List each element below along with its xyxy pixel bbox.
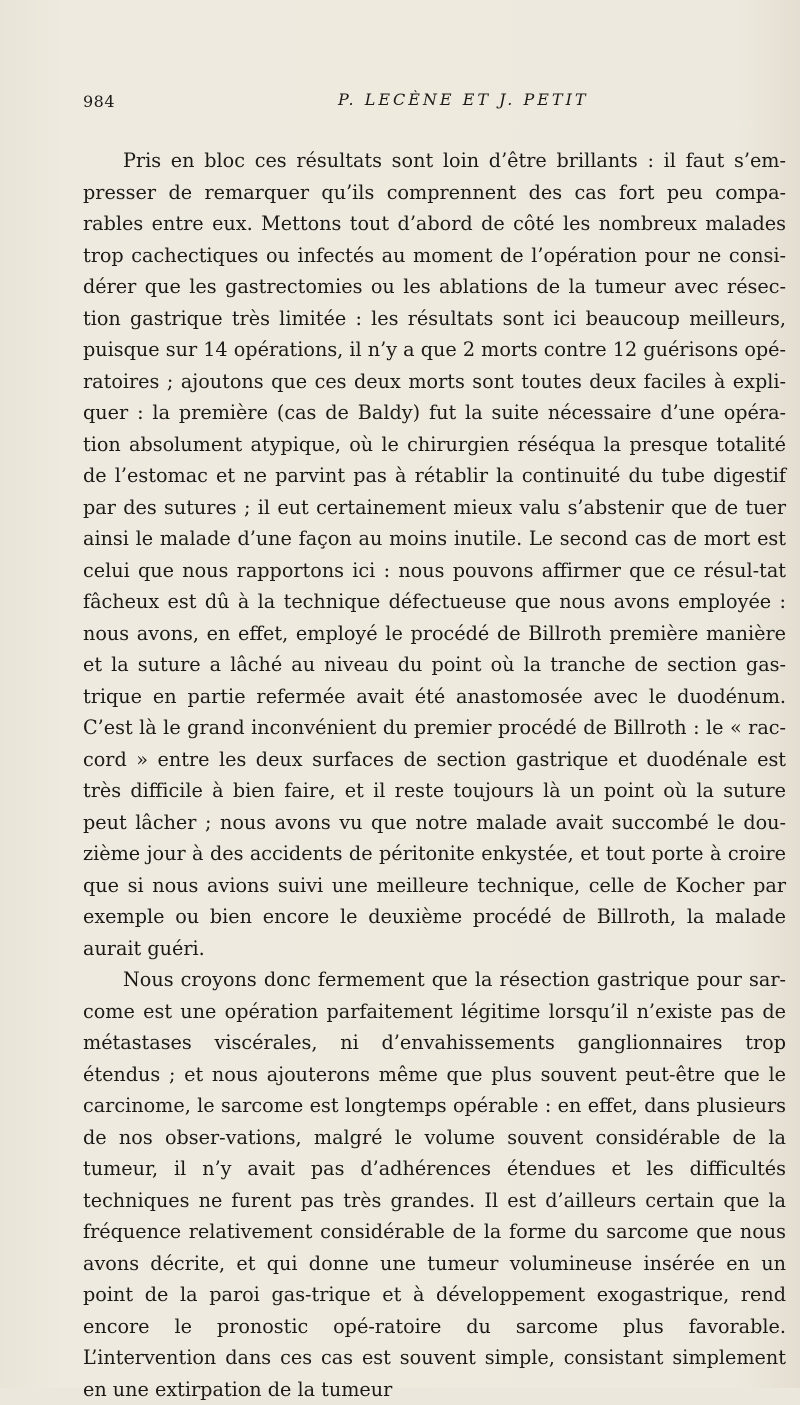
paragraph-1: Pris en bloc ces résultats sont loin d’être brillants : il faut s’em-presser de remarquer qu’ils comprennent des cas fort peu compa-rables entre eux. Mettons tout d’abord de côté les nombreux malades trop cachectiques ou infectés au moment de l’opération pour ne consi-dérer que les gastrectomies ou les ablations de la tumeur avec résec-tion gastrique très limitée : les résultats sont ici beaucoup meilleurs, puisque sur 14 opérations, il n’y a que 2 morts contre 12 guérisons opé-ratoires ; ajoutons que ces deux morts sont toutes deux faciles à expli-quer : la première (cas de Baldy) fut la suite nécessaire d’une opéra-tion absolument atypique, où le chirurgien réséqua la presque totalité de l’estomac et ne parvint pas à rétablir la continuité du tube digestif par des sutures ; il eut certainement mieux valu s’abstenir que de tuer ainsi le malade d’une façon au moins inutile. Le second cas de mort est celui que nous rapportons ici : nous pouvons affirmer que ce résul-tat fâcheux est dû à la technique défectueuse que nous avons employée : nous avons, en effet, employé le procédé de Billroth première manière et la suture a lâché au niveau du point où la tranche de section gas-trique en partie refermée avait été anastomosée avec le duodénum. C’est là le grand inconvénient du premier procédé de Billroth : le « rac-cord » entre les deux surfaces de section gastrique et duodénale est très difficile à bien faire, et il reste toujours là un point où la suture peut lâcher ; nous avons vu que notre malade avait succombé le dou-zième jour à des accidents de péritonite enkystée, et tout porte à croire que si nous avions suivi une meilleure technique, celle de Kocher par exemple ou bien encore le deuxième procédé de Billroth, la malade aurait guéri. [83,149,786,960]
paragraph-2: Nous croyons donc fermement que la résection gastrique pour sar-come est une opération parfaitement légitime lorsqu’il n’existe pas de métastases viscérales, ni d’envahissements ganglionnaires trop étendus ; et nous ajouterons même que plus souvent peut-être que le carcinome, le sarcome est longtemps opérable : en effet, dans plusieurs de nos obser-vations, malgré le volume souvent considérable de la tumeur, il n’y avait pas d’adhérences étendues et les difficultés techniques ne furent pas très grandes. Il est d’ailleurs certain que la fréquence relativement considérable de la forme du sarcome que nous avons décrite, et qui donne une tumeur volumineuse insérée en un point de la paroi gas-trique et à développement exogastrique, rend encore le pronostic opé-ratoire du sarcome plus favorable. L’intervention dans ces cas est souvent simple, consistant simplement en une extirpation de la tumeur [83,968,786,1401]
running-title: P. LECÈNE ET J. PETIT [338,90,589,109]
running-head [83,92,783,118]
body-text [83,145,786,1405]
page-number: 984 [83,92,116,111]
